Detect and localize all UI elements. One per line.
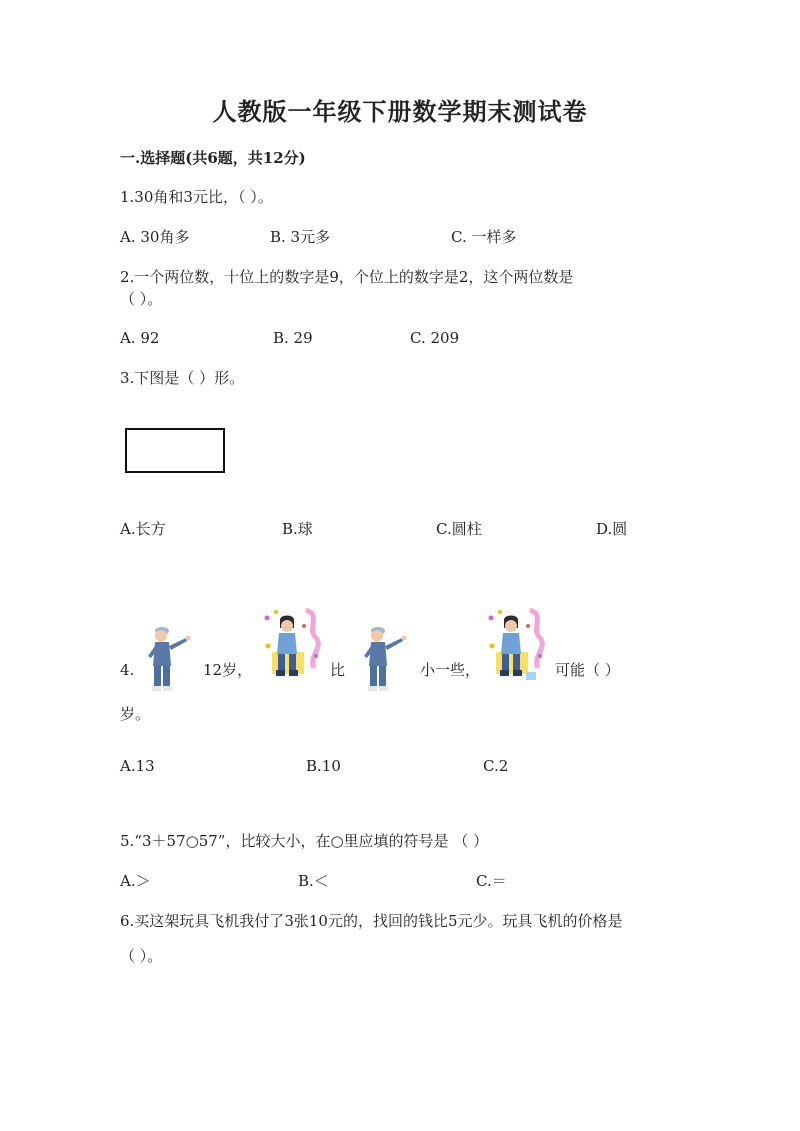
question-3-option-a[interactable]: A.长方 xyxy=(120,520,166,538)
question-1-option-c[interactable]: C. 一样多 xyxy=(451,228,517,246)
question-3-option-c[interactable]: C.圆柱 xyxy=(436,520,482,538)
question-5-stem: 5.“3＋57○57”，比较大小，在○里应填的符号是 （ ） xyxy=(120,832,489,850)
question-2-stem-line2: （ ）。 xyxy=(120,290,163,308)
question-4-than-text: 比 xyxy=(330,661,346,679)
question-4-younger-text: 小一些， xyxy=(420,661,481,679)
question-2-option-b[interactable]: B. 29 xyxy=(273,329,313,347)
question-1-option-b[interactable]: B. 3元多 xyxy=(270,228,331,246)
question-4-age-text: 12岁， xyxy=(203,661,253,679)
boy-picture-right xyxy=(358,622,416,694)
question-2-stem-line1: 2.一个两位数，十位上的数字是9，个位上的数字是2，这个两位数是 xyxy=(120,268,574,286)
question-3-option-b[interactable]: B.球 xyxy=(282,520,313,538)
girl-picture-left xyxy=(262,606,326,688)
boy-picture-left xyxy=(142,622,200,694)
question-4-option-c[interactable]: C.2 xyxy=(483,757,509,775)
question-4-maybe-text: 可能（ ） xyxy=(555,661,620,679)
question-4-option-b[interactable]: B.10 xyxy=(306,757,341,775)
rectangle-figure xyxy=(125,428,225,473)
page-title: 人教版一年级下册数学期末测试卷 xyxy=(212,97,588,126)
question-1-option-a[interactable]: A. 30角多 xyxy=(120,228,190,246)
question-6-stem-line1: 6.买这架玩具飞机我付了3张10元的，找回的钱比5元少。玩具飞机的价格是 xyxy=(120,912,623,930)
question-5-option-c[interactable]: C.＝ xyxy=(476,872,507,890)
question-6-stem-line2: （ ）。 xyxy=(120,947,163,965)
question-2-option-a[interactable]: A. 92 xyxy=(120,329,160,347)
question-4-option-a[interactable]: A.13 xyxy=(120,757,155,775)
section-heading: 一.选择题(共6题，共12分) xyxy=(120,149,306,167)
question-4-unit-text: 岁。 xyxy=(120,705,151,723)
girl-picture-right xyxy=(486,606,550,688)
question-3-stem: 3.下图是（ ）形。 xyxy=(120,369,245,387)
question-3-option-d[interactable]: D.圆 xyxy=(596,520,628,538)
question-2-option-c[interactable]: C. 209 xyxy=(410,329,460,347)
question-1-stem: 1.30角和3元比，（ ）。 xyxy=(120,188,273,206)
question-5-option-a[interactable]: A.＞ xyxy=(120,872,151,890)
question-5-option-b[interactable]: B.＜ xyxy=(298,872,329,890)
question-4-number: 4. xyxy=(120,661,135,679)
